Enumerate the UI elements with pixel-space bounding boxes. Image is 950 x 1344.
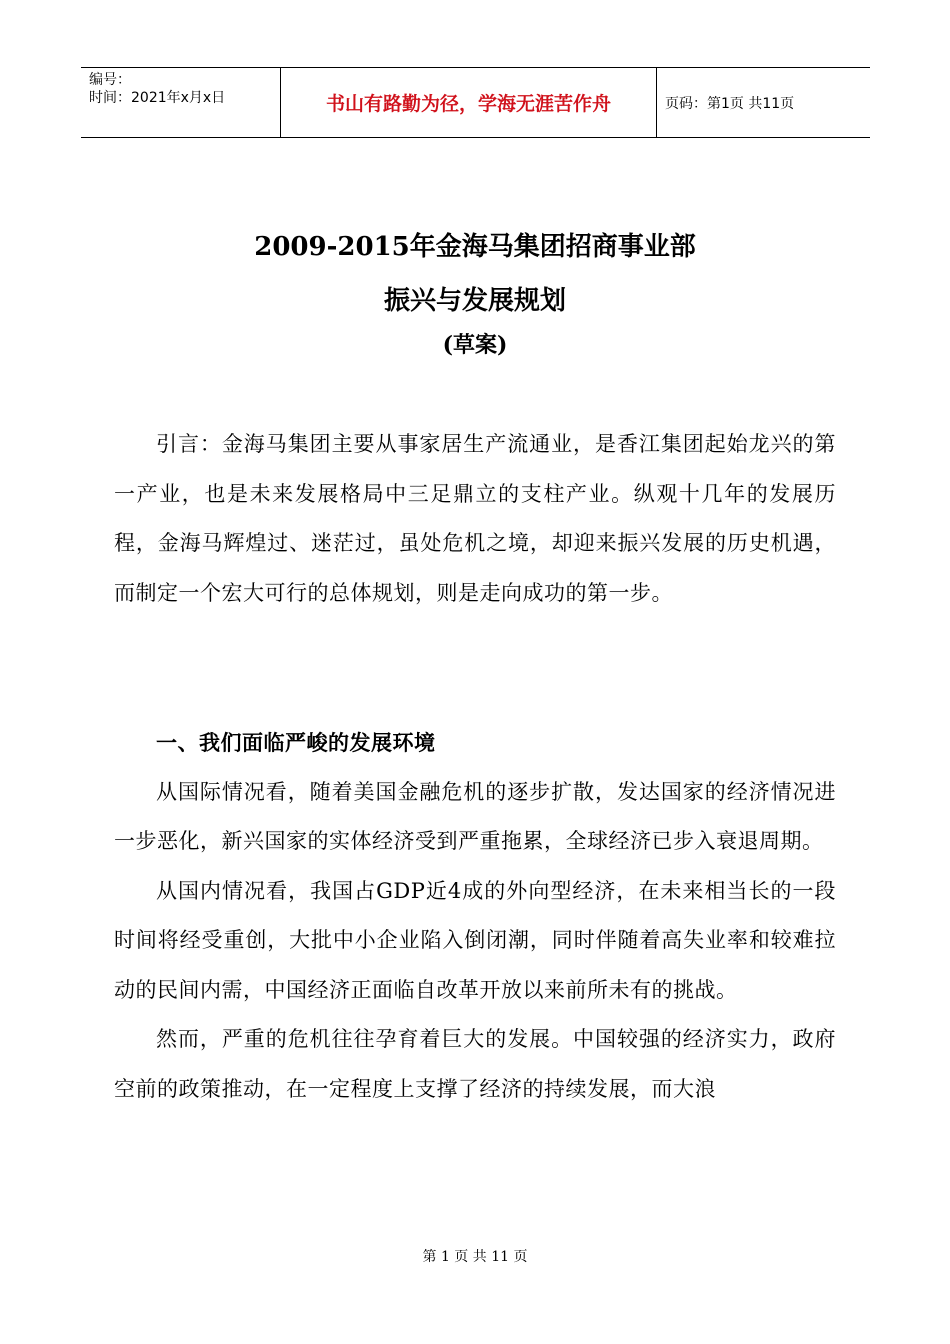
document-date: 时间：2021年x月x日 — [89, 90, 226, 106]
document-title-line2: 振兴与发展规划 — [383, 286, 566, 316]
header-motto: 书山有路勤为径，学海无涯苦作舟 — [281, 68, 657, 137]
header-page-info: 页码：第1页 共11页 — [665, 95, 795, 112]
page-footer: 第 1 页 共 11 页 — [422, 1249, 528, 1265]
intro-block — [114, 420, 836, 618]
document-number: 编号： — [89, 72, 131, 88]
paragraph: 从国内情况看，我国占GDP近4成的外向型经济，在未来相当长的一段时间将经受重创，大批中小企业陷入倒闭潮，同时伴随着高失业率和较难拉动的民间内需，中国经济正面临自改革开放以来前所未有的挑战。 — [114, 878, 836, 1002]
intro-paragraph: 引言：金海马集团主要从事家居生产流通业，是香江集团起始龙兴的第一产业，也是未来发展格局中三足鼎立的支柱产业。纵观十几年的发展历程，金海马辉煌过、迷茫过，虽处危机之境，却迎来振兴发展的历史机遇，而制定一个宏大可行的总体规划，则是走向成功的第一步。 — [114, 432, 836, 605]
section-heading: 一、我们面临严峻的发展环境 — [156, 730, 436, 755]
paragraph: 从国际情况看，随着美国金融危机的逐步扩散，发达国家的经济情况进一步恶化，新兴国家的实体经济受到严重拖累，全球经济已步入衰退周期。 — [114, 779, 836, 853]
document-title: 2009-2015年金海马集团招商事业部 — [254, 232, 696, 262]
page-header — [81, 67, 870, 138]
header-meta — [81, 68, 281, 137]
section-1 — [114, 718, 836, 1114]
document-subtitle: (草案) — [442, 332, 508, 358]
paragraph: 然而，严重的危机往往孕育着巨大的发展。中国较强的经济实力，政府空前的政策推动，在一定程度上支撑了经济的持续发展，而大浪 — [114, 1027, 836, 1101]
